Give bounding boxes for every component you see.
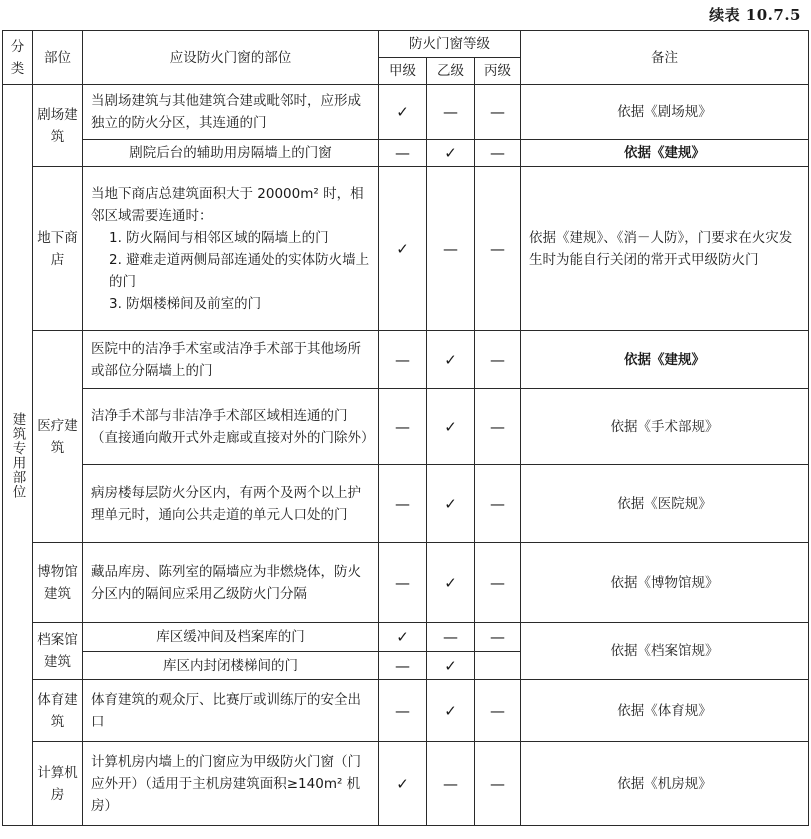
grade-c-mark: — — [475, 140, 521, 167]
grade-a-mark: — — [379, 652, 427, 680]
grade-b-mark: ✓ — [427, 543, 475, 623]
part-computer: 计算机房 — [33, 742, 83, 826]
grade-b-mark: ✓ — [427, 140, 475, 167]
grade-a-mark: — — [379, 140, 427, 167]
remark-cell: 依据《机房规》 — [521, 742, 809, 826]
grade-c-mark: — — [475, 623, 521, 652]
grade-c-mark: — — [475, 543, 521, 623]
grade-b-mark: — — [427, 742, 475, 826]
header-remark: 备注 — [521, 31, 809, 85]
remark-cell: 依据《档案馆规》 — [521, 623, 809, 680]
grade-a-mark: ✓ — [379, 85, 427, 140]
table-row — [3, 140, 809, 167]
remark-cell: 依据《手术部规》 — [521, 389, 809, 465]
mall-intro: 当地下商店总建筑面积大于 20000m² 时，相邻区域需要连通时： — [91, 185, 364, 224]
remark-cell: 依据《建规》 — [521, 331, 809, 389]
grade-b-mark: ✓ — [427, 680, 475, 742]
grade-a-mark: — — [379, 331, 427, 389]
grade-a-mark: ✓ — [379, 742, 427, 826]
grade-b-mark: — — [427, 167, 475, 331]
grade-c-mark — [475, 652, 521, 680]
grade-b-mark: ✓ — [427, 465, 475, 543]
grade-c-mark: — — [475, 85, 521, 140]
location-cell: 体育建筑的观众厅、比赛厅或训练厅的安全出口 — [83, 680, 379, 742]
part-mall: 地下商店 — [33, 167, 83, 331]
grade-c-mark: — — [475, 742, 521, 826]
grade-a-mark: — — [379, 389, 427, 465]
grade-c-mark: — — [475, 331, 521, 389]
location-cell: 病房楼每层防火分区内，有两个及两个以上护理单元时，通向公共走道的单元人口处的门 — [83, 465, 379, 543]
grade-a-mark: — — [379, 680, 427, 742]
table-row — [3, 85, 809, 140]
mall-item: 3. 防烟楼梯间及前室的门 — [109, 295, 262, 312]
remark-cell: 依据《体育规》 — [521, 680, 809, 742]
location-cell: 洁净手术部与非洁净手术部区域相连通的门（直接通向敞开式外走廊或直接对外的门除外） — [83, 389, 379, 465]
header-grade-c: 丙级 — [475, 58, 521, 85]
grade-b-mark: — — [427, 623, 475, 652]
table-row — [3, 742, 809, 826]
fire-door-table — [2, 30, 809, 826]
part-archive: 档案馆建筑 — [33, 623, 83, 680]
location-cell — [83, 167, 379, 331]
location-cell: 当剧场建筑与其他建筑合建或毗邻时，应形成独立的防火分区，其连通的门 — [83, 85, 379, 140]
grade-a-mark: ✓ — [379, 167, 427, 331]
grade-a-mark: ✓ — [379, 623, 427, 652]
header-grade: 防火门窗等级 — [379, 31, 521, 58]
grade-b-mark: ✓ — [427, 331, 475, 389]
part-theater: 剧场建筑 — [33, 85, 83, 167]
location-cell: 库区缓冲间及档案库的门 — [83, 623, 379, 652]
grade-c-mark: — — [475, 680, 521, 742]
header-category: 分类 — [3, 31, 33, 85]
remark-cell: 依据《建规》 — [521, 140, 809, 167]
header-part: 部位 — [33, 31, 83, 85]
grade-c-mark: — — [475, 167, 521, 331]
grade-a-mark: — — [379, 543, 427, 623]
location-cell: 剧院后台的辅助用房隔墙上的门窗 — [83, 140, 379, 167]
grade-b-mark: — — [427, 85, 475, 140]
location-cell: 计算机房内墙上的门窗应为甲级防火门窗（门应外开）（适用于主机房建筑面积≥140m² 机房） — [83, 742, 379, 826]
remark-cell: 依据《剧场规》 — [521, 85, 809, 140]
category-cell: 建筑专用部位 — [3, 85, 33, 826]
table-row — [3, 389, 809, 465]
grade-a-mark: — — [379, 465, 427, 543]
table-row — [3, 543, 809, 623]
remark-cell: 依据《博物馆规》 — [521, 543, 809, 623]
table-row — [3, 465, 809, 543]
part-museum: 博物馆建筑 — [33, 543, 83, 623]
part-hospital: 医疗建筑 — [33, 331, 83, 543]
part-sports: 体育建筑 — [33, 680, 83, 742]
header-location: 应设防火门窗的部位 — [83, 31, 379, 85]
grade-b-mark: ✓ — [427, 389, 475, 465]
location-cell: 医院中的洁净手术室或洁净手术部于其他场所或部位分隔墙上的门 — [83, 331, 379, 389]
remark-cell: 依据《医院规》 — [521, 465, 809, 543]
table-caption: 续表 10.7.5 — [709, 6, 801, 24]
table-row — [3, 167, 809, 331]
grade-b-mark: ✓ — [427, 652, 475, 680]
header-grade-a: 甲级 — [379, 58, 427, 85]
grade-c-mark: — — [475, 389, 521, 465]
mall-item: 1. 防火隔间与相邻区域的隔墙上的门 — [109, 229, 329, 246]
grade-c-mark: — — [475, 465, 521, 543]
location-cell: 藏品库房、陈列室的隔墙应为非燃烧体，防火分区内的隔间应采用乙级防火门分隔 — [83, 543, 379, 623]
header-grade-b: 乙级 — [427, 58, 475, 85]
table-row — [3, 331, 809, 389]
table-row — [3, 680, 809, 742]
mall-item: 2. 避难走道两侧局部连通处的实体防火墙上的门 — [109, 251, 370, 290]
table-row — [3, 623, 809, 652]
remark-cell: 依据《建规》、《消－人防》，门要求在火灾发生时为能自行关闭的常开式甲级防火门 — [521, 167, 809, 331]
location-cell: 库区内封闭楼梯间的门 — [83, 652, 379, 680]
